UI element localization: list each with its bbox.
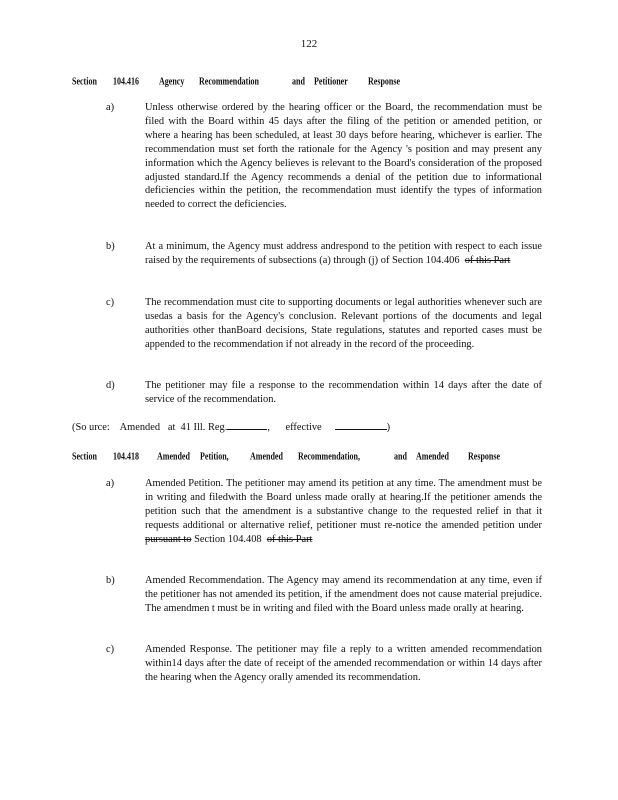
effective-blank <box>335 420 387 430</box>
heading-word: Petitioner <box>314 75 348 88</box>
item-label: c) <box>106 644 115 655</box>
page-number: 122 <box>300 38 318 50</box>
item-text: Amended Recommendation. The Agency may amend its recommendation at any time, even if the petitioner has not amended its petition, if the amendment does not cause material prejudice. The amendmen t must be in writing and filed with the Board unless made orally at hearing. <box>145 575 542 614</box>
struck-text: of this Part <box>464 254 511 266</box>
list-item <box>106 643 542 685</box>
item-label: a) <box>106 102 115 113</box>
item-text: Amended Petition. The petitioner may amend its petition at any time. The amendment must be in writing and filedwith the Board unless made orally at hearing.If the petitioner amends the petition such that the amendment is a substantive change to the requested relief in that it requests additional or alternative relief, petitioner must re-notice the amended petition under <box>145 478 542 531</box>
item-label: b) <box>106 575 115 586</box>
heading-word: Section <box>72 450 97 463</box>
source-amended: Amended <box>119 422 161 433</box>
struck-text: of this Part <box>266 533 313 545</box>
source-close: ) <box>386 422 391 433</box>
list-item <box>106 296 542 352</box>
source-prefix: (So urce: <box>72 422 110 433</box>
heading-word: Section <box>72 75 97 88</box>
reg-blank <box>227 420 267 430</box>
item-label: d) <box>106 380 115 391</box>
item-text: Amended Response. The petitioner may file a reply to a written amended recommendation within14 days after the date of receipt of the amended recommendation or within 14 days after the hearing when the Agency orally amended its recommendation. <box>145 644 542 683</box>
item-text-block <box>145 240 542 268</box>
item-text: The recommendation must cite to supporting documents or legal authorities whenever such are usedas a basis for the Agency's conclusion. Relevant portions of the documents and legal authorities other thanBoard decisions, State regulations, statutes and reported cases must be appended to the recommendation if not already in the record of the proceeding. <box>145 297 542 350</box>
section-heading-104-416 <box>72 75 400 87</box>
struck-text: pursuant to <box>145 533 192 545</box>
item-label: c) <box>106 297 115 308</box>
heading-word: Petition, <box>200 450 229 463</box>
heading-word: 104.418 <box>113 450 139 463</box>
source-reg: 41 Ill. Reg. <box>180 422 228 433</box>
item-label: a) <box>106 478 115 489</box>
source-effective: effective <box>285 422 322 433</box>
heading-word: Response <box>468 450 501 463</box>
item-label: b) <box>106 241 115 252</box>
heading-word: Recommendation <box>199 75 259 88</box>
item-text-block <box>145 477 542 547</box>
list-item <box>106 477 542 547</box>
heading-word: Response <box>368 75 401 88</box>
heading-word: Amended <box>250 450 283 463</box>
heading-word: and <box>292 75 305 88</box>
list-item <box>106 574 542 616</box>
heading-word: and <box>394 450 407 463</box>
heading-word: 104.416 <box>113 75 139 88</box>
list-item <box>106 101 542 212</box>
heading-word: Agency <box>159 75 185 88</box>
source-at: at <box>167 422 176 433</box>
source-note <box>72 420 390 433</box>
source-comma: , <box>267 422 270 433</box>
item-text: Section 104.408 <box>194 533 262 545</box>
heading-word: Amended <box>157 450 190 463</box>
section-heading-104-418 <box>72 450 500 462</box>
list-item <box>106 240 542 268</box>
heading-word: Amended <box>416 450 449 463</box>
item-text: Unless otherwise ordered by the hearing officer or the Board, the recommendation must be filed with the Board within 45 days after the filing of the petition or amended petition, or where a hearing has been scheduled, at least 30 days before hearing, whichever is earlier. The recommendation must set forth the rationale for the Agency 's position and may present any information which the Agency believes is relevant to the Board's consideration of the proposed adjusted standard.If the Agency recommends a denial of the petition due to informational deficiencies within the petition, the recommendation must identify the types of information needed to correct the deficiencies. <box>145 102 542 211</box>
heading-word: Recommendation, <box>298 450 360 463</box>
item-text: At a minimum, the Agency must address andrespond to the petition with respect to each issue raised by the requirements of subsections (a) through (j) of Section 104.406 <box>145 241 542 266</box>
item-text: The petitioner may file a response to the recommendation within 14 days after the date of service of the recommendation. <box>145 380 542 405</box>
list-item <box>106 379 542 407</box>
